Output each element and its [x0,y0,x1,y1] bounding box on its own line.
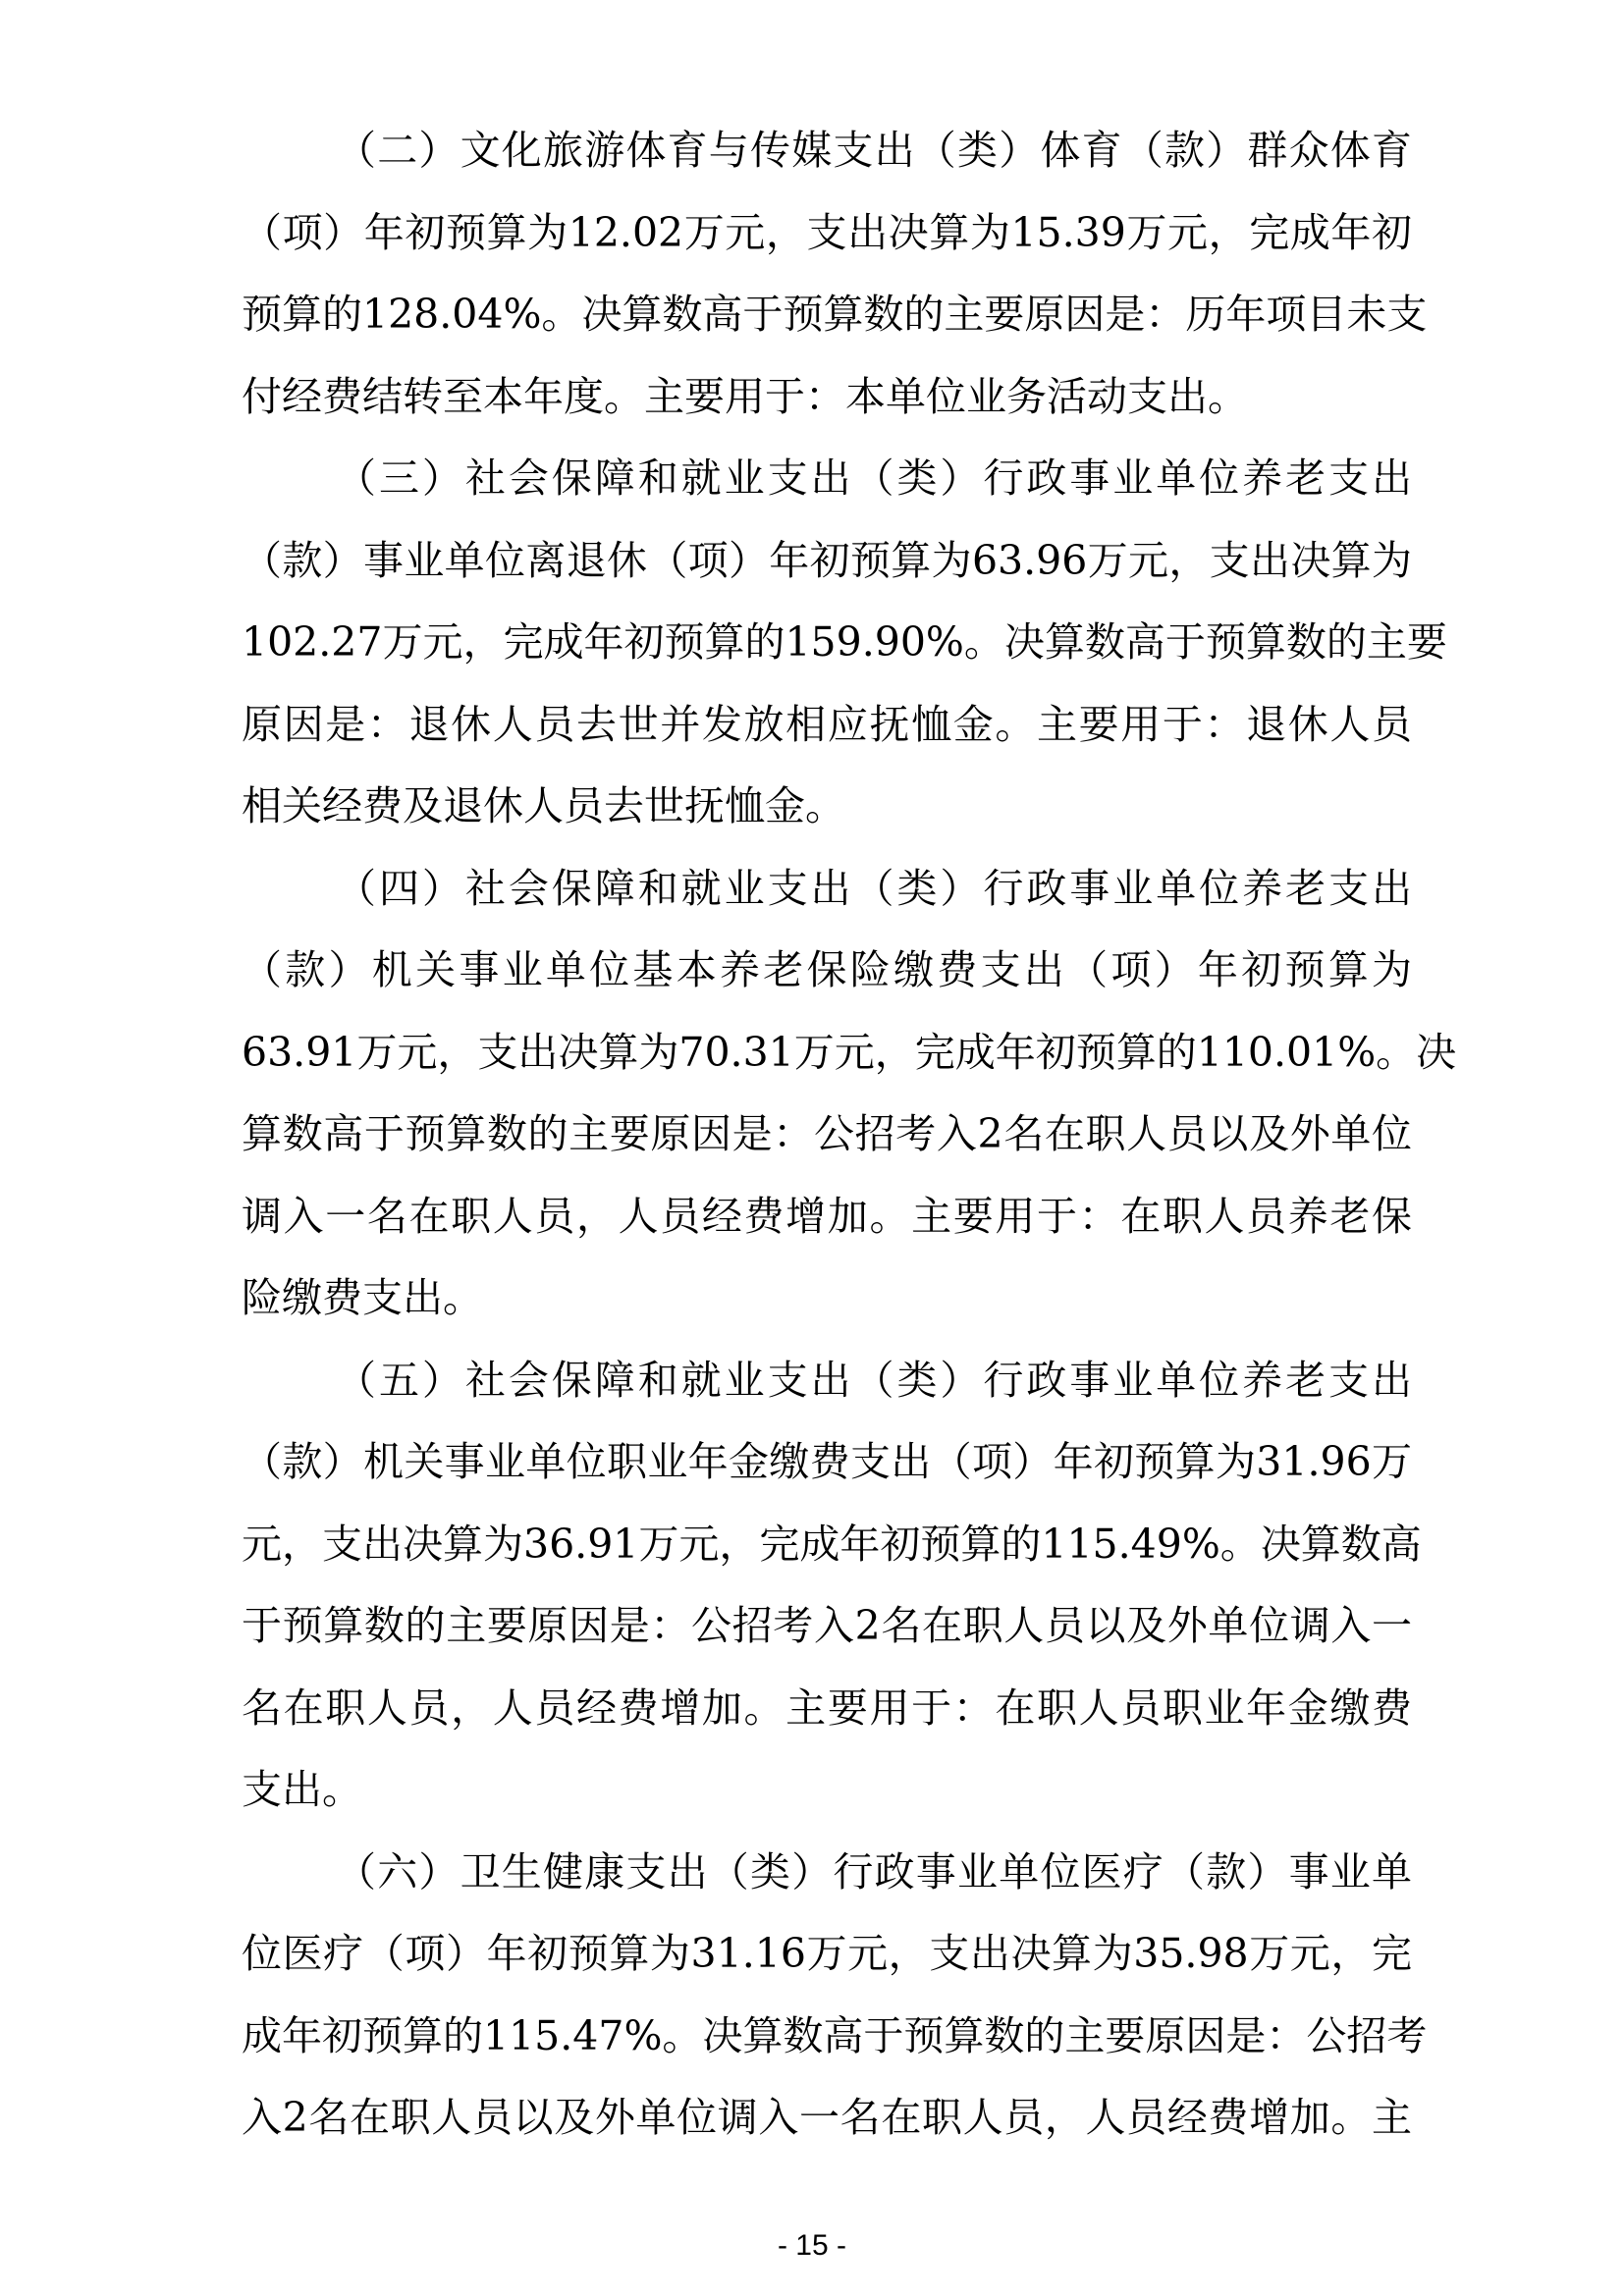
paragraph-5-line-3: 成年初预算的115.47%。决算数高于预算数的主要原因是：公招考 [242,2011,1428,2059]
paragraph-4-line-1: （五）社会保障和就业支出（类）行政事业单位养老支出 [336,1356,1412,1404]
paragraph-2-line-4: 原因是：退休人员去世并发放相应抚恤金。主要用于：退休人员 [242,700,1412,748]
page-number: - 15 - [777,2229,847,2262]
paragraph-3-line-4: 算数高于预算数的主要原因是：公招考入2名在职人员以及外单位 [242,1110,1412,1157]
paragraph-1-line-3: 预算的128.04%。决算数高于预算数的主要原因是：历年项目未支 [242,291,1428,338]
paragraph-3-line-3: 63.91万元，支出决算为70.31万元，完成年初预算的110.01%。决 [242,1028,1457,1076]
document-body [242,110,1457,2160]
paragraph-3-line-5: 调入一名在职人员，人员经费增加。主要用于：在职人员养老保 [242,1192,1412,1240]
paragraph-3-line-6: 险缴费支出。 [242,1274,483,1321]
paragraph-2-line-2: （款）事业单位离退休（项）年初预算为63.96万元，支出决算为 [242,536,1412,584]
paragraph-5-line-1: （六）卫生健康支出（类）行政事业单位医疗（款）事业单 [336,1847,1412,1896]
paragraph-5-line-4: 入2名在职人员以及外单位调入一名在职人员，人员经费增加。主 [242,2094,1412,2141]
paragraph-1-line-1: （二）文化旅游体育与传媒支出（类）体育（款）群众体育 [336,127,1412,174]
paragraph-2-line-5: 相关经费及退休人员去世抚恤金。 [242,782,845,829]
paragraph-4-line-6: 支出。 [242,1766,362,1813]
paragraph-3-line-2: （款）机关事业单位基本养老保险缴费支出（项）年初预算为 [242,946,1412,993]
paragraph-4-line-4: 于预算数的主要原因是：公招考入2名在职人员以及外单位调入一 [242,1602,1412,1649]
paragraph-4-line-2: （款）机关事业单位职业年金缴费支出（项）年初预算为31.96万 [242,1438,1412,1485]
paragraph-1-line-2: （项）年初预算为12.02万元，支出决算为15.39万元，完成年初 [242,208,1412,256]
paragraph-2-line-1: （三）社会保障和就业支出（类）行政事业单位养老支出 [336,454,1412,502]
paragraph-4-line-3: 元，支出决算为36.91万元，完成年初预算的115.49%。决算数高 [242,1520,1422,1568]
paragraph-3-line-1: （四）社会保障和就业支出（类）行政事业单位养老支出 [336,864,1412,912]
paragraph-4-line-5: 名在职人员，人员经费增加。主要用于：在职人员职业年金缴费 [242,1683,1412,1732]
paragraph-2-line-3: 102.27万元，完成年初预算的159.90%。决算数高于预算数的主要 [242,618,1447,666]
paragraph-5-line-2: 位医疗（项）年初预算为31.16万元，支出决算为35.98万元，完 [242,1930,1412,1977]
paragraph-1-line-4: 付经费结转至本年度。主要用于：本单位业务活动支出。 [242,372,1248,420]
